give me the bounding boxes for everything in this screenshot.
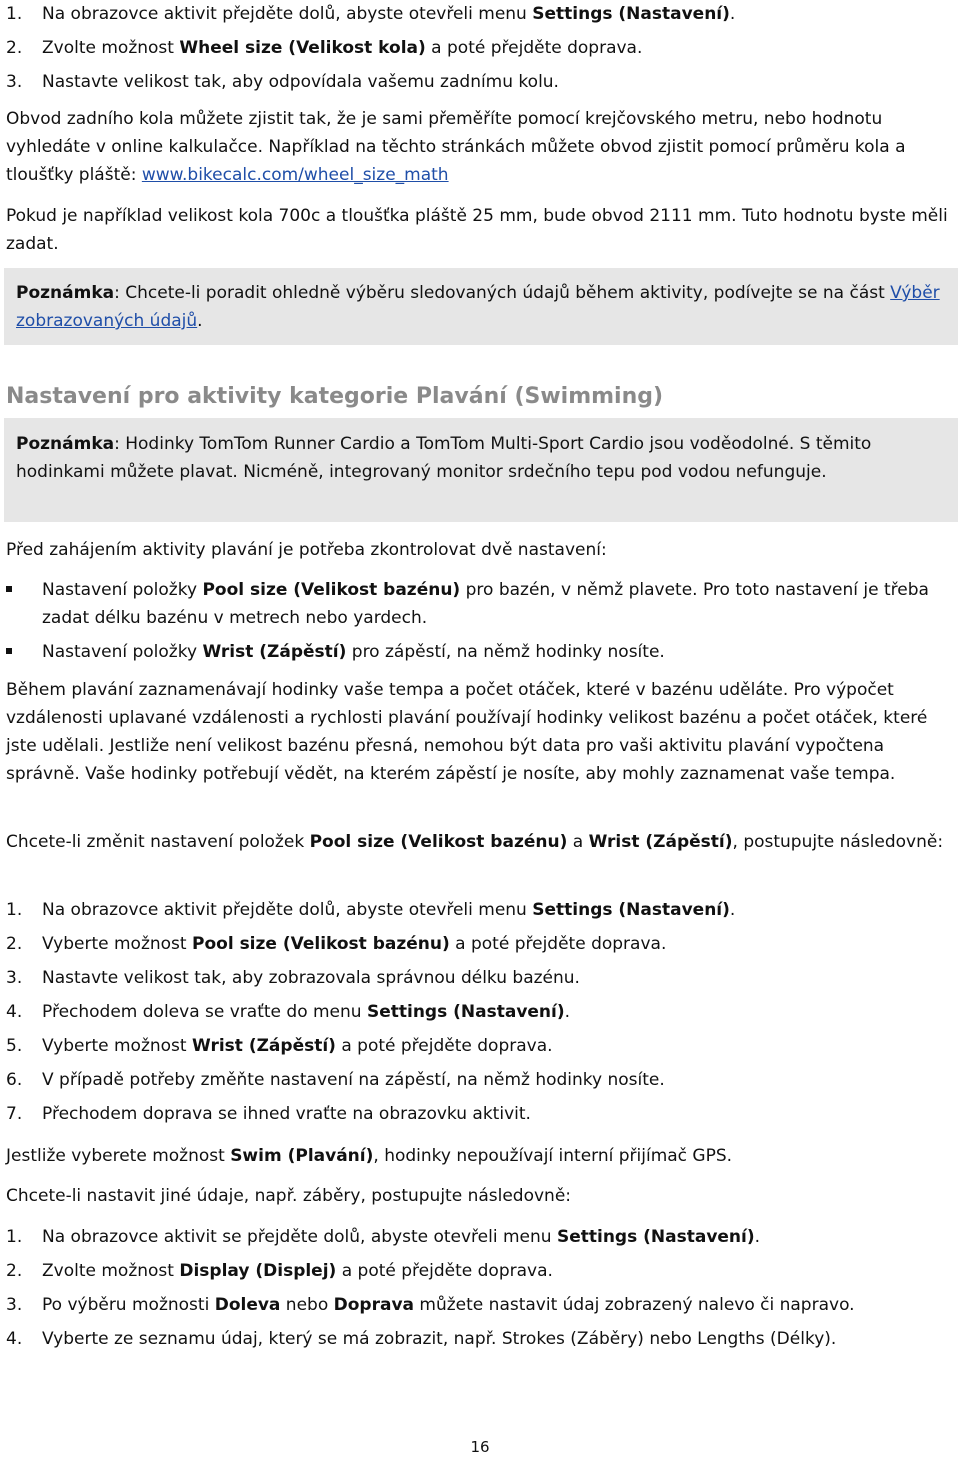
paragraph-text: a — [567, 832, 589, 852]
note-text: . — [197, 311, 203, 331]
list-item — [6, 34, 951, 68]
bullet-text: Nastavení položky — [42, 580, 203, 600]
page-number: 16 — [470, 1438, 490, 1456]
list-text: Na obrazovce aktivit se přejděte dolů, abyste otevřeli menu — [42, 1227, 557, 1247]
list-item — [6, 1325, 951, 1359]
list-number: 3. — [6, 968, 23, 988]
paragraph-text: , hodinky nepoužívají interní přijímač GPS. — [373, 1146, 733, 1166]
list-bold: Settings (Nastavení) — [532, 4, 730, 24]
list-number: 3. — [6, 1295, 23, 1315]
note-box — [4, 418, 958, 522]
list-text: a poté přejděte doprava. — [336, 1261, 553, 1281]
list-text: Vyberte možnost — [42, 1036, 192, 1056]
list-text: a poté přejděte doprava. — [425, 38, 643, 58]
list-item — [6, 998, 951, 1032]
change-settings-paragraph — [6, 828, 951, 856]
note-label: Poznámka — [16, 434, 115, 454]
swim-intro-paragraph: Před zahájením aktivity plavání je potřeba zkontrolovat dvě nastavení: — [6, 540, 607, 560]
list-text: můžete nastavit údaj zobrazený nalevo či napravo. — [414, 1295, 855, 1315]
list-number: 3. — [6, 72, 23, 92]
note-box — [4, 268, 958, 345]
list-number: 5. — [6, 1036, 23, 1056]
list-number: 4. — [6, 1002, 23, 1022]
list-text: Přechodem doprava se ihned vraťte na obrazovku aktivit. — [42, 1104, 531, 1124]
bullet-text: pro bazén, v němž plavete. Pro toto nastavení je třeba zadat délku bazénu v metrech nebo yardech. — [42, 580, 929, 628]
list-item — [6, 896, 951, 930]
list-number: 6. — [6, 1070, 23, 1090]
section-heading: Nastavení pro aktivity kategorie Plavání (Swimming) — [6, 384, 664, 409]
list-item — [6, 1257, 951, 1291]
pool-wrist-steps — [6, 896, 951, 1134]
bikecalc-link[interactable]: www.bikecalc.com/wheel_size_math — [141, 165, 449, 185]
list-item — [6, 68, 951, 102]
paragraph-text: Chcete-li změnit nastavení položek — [6, 832, 310, 852]
paragraph-bold: Wrist (Zápěstí) — [588, 832, 733, 852]
paragraph-text: , postupujte následovně: — [732, 832, 944, 852]
list-item — [6, 964, 951, 998]
bullet-bold: Pool size (Velikost bazénu) — [202, 580, 461, 600]
note-text: : Chcete-li poradit ohledně výběru sledovaných údajů během aktivity, podívejte se na část — [114, 283, 891, 303]
list-bold: Wheel size (Velikost kola) — [179, 38, 426, 58]
list-number: 2. — [6, 934, 23, 954]
list-item — [6, 1291, 951, 1325]
list-bold: Settings (Nastavení) — [532, 900, 730, 920]
list-item — [6, 0, 951, 34]
list-number: 2. — [6, 38, 23, 58]
list-number: 2. — [6, 1261, 23, 1281]
bullet-item — [6, 638, 951, 666]
list-text: . — [564, 1002, 571, 1022]
list-bold: Wrist (Zápěstí) — [192, 1036, 336, 1056]
list-text: Vyberte možnost — [42, 934, 192, 954]
wheel-circumference-paragraph — [6, 105, 951, 189]
list-text: nebo — [280, 1295, 334, 1315]
list-text: Na obrazovce aktivit přejděte dolů, abyste otevřeli menu — [42, 4, 533, 24]
list-number: 1. — [6, 900, 23, 920]
swim-gps-paragraph — [6, 1142, 951, 1170]
list-text: . — [754, 1227, 761, 1247]
example-paragraph: Pokud je například velikost kola 700c a tloušťka pláště 25 mm, bude obvod 2111 mm. Tuto hodnotu byste měli zadat. — [6, 206, 948, 254]
list-text: a poté přejděte doprava. — [335, 1036, 553, 1056]
wheel-size-steps — [6, 0, 951, 102]
list-bold: Doprava — [333, 1295, 415, 1315]
note-text: : Hodinky TomTom Runner Cardio a TomTom Multi-Sport Cardio jsou voděodolné. S těmito hodinkami můžete plavat. Nicméně, integrovaný monitor srdečního tepu pod vodou nefunguje. — [16, 434, 872, 482]
paragraph-bold: Pool size (Velikost bazénu) — [309, 832, 568, 852]
list-text: Zvolte možnost — [42, 1261, 180, 1281]
paragraph-text: Obvod zadního kola můžete zjistit tak, že je sami přeměříte pomocí krejčovského metru, nebo hodnotu vyhledáte v online kalkulačce. Například na těchto stránkách můžete obvod zjistit pomocí průměru kola a tloušťky pláště: — [6, 109, 906, 185]
data-fields-link[interactable]: Výběr zobrazovaných údajů — [16, 283, 940, 331]
list-text: Přechodem doleva se vraťte do menu — [42, 1002, 367, 1022]
list-item — [6, 1100, 951, 1134]
paragraph-bold: Swim (Plavání) — [230, 1146, 374, 1166]
list-bold: Settings (Nastavení) — [366, 1002, 565, 1022]
list-number: 1. — [6, 4, 23, 24]
bullet-bold: Wrist (Zápěstí) — [202, 642, 347, 662]
list-text: Na obrazovce aktivit přejděte dolů, abyste otevřeli menu — [42, 900, 533, 920]
list-text: Nastavte velikost tak, aby zobrazovala správnou délku bazénu. — [42, 968, 580, 988]
list-item — [6, 930, 951, 964]
note-label: Poznámka — [16, 283, 115, 303]
list-text: . — [729, 4, 736, 24]
list-text: Vyberte ze seznamu údaj, který se má zobrazit, např. Strokes (Záběry) nebo Lengths (Délky). — [42, 1329, 837, 1349]
list-item — [6, 1223, 951, 1257]
paragraph-text: Jestliže vyberete možnost — [6, 1146, 231, 1166]
swim-explanation-paragraph: Během plavání zaznamenávají hodinky vaše tempa a počet otáček, které v bazénu uděláte. Pro výpočet vzdálenosti uplavané vzdálenosti a rychlosti plavání používají hodinky velikost bazénu a počet otáček, které jste udělali. Jestliže není velikost bazénu přesná, nemohou být data pro vaši aktivitu plavání vypočtena správně. Vaše hodinky potřebují vědět, na kterém zápěstí je nosíte, aby mohly zaznamenat vaše tempa. — [6, 680, 928, 784]
square-bullet-icon — [6, 586, 12, 592]
list-bold: Settings (Nastavení) — [556, 1227, 755, 1247]
list-text: Nastavte velikost tak, aby odpovídala vašemu zadnímu kolu. — [42, 72, 559, 92]
bullet-text: pro zápěstí, na němž hodinky nosíte. — [346, 642, 665, 662]
list-item — [6, 1032, 951, 1066]
list-item — [6, 1066, 951, 1100]
list-text: V případě potřeby změňte nastavení na zápěstí, na němž hodinky nosíte. — [42, 1070, 665, 1090]
swim-settings-bullets — [6, 576, 951, 666]
display-steps — [6, 1223, 951, 1359]
list-bold: Pool size (Velikost bazénu) — [192, 934, 450, 954]
list-text: Zvolte možnost — [42, 38, 180, 58]
bullet-item — [6, 576, 951, 632]
square-bullet-icon — [6, 648, 12, 654]
list-bold: Display (Displej) — [179, 1261, 337, 1281]
list-bold: Doleva — [214, 1295, 281, 1315]
list-text: Po výběru možnosti — [42, 1295, 215, 1315]
other-data-paragraph: Chcete-li nastavit jiné údaje, např. záběry, postupujte následovně: — [6, 1186, 572, 1206]
list-number: 7. — [6, 1104, 23, 1124]
list-text: a poté přejděte doprava. — [449, 934, 667, 954]
list-number: 4. — [6, 1329, 23, 1349]
list-number: 1. — [6, 1227, 23, 1247]
list-text: . — [729, 900, 736, 920]
bullet-text: Nastavení položky — [42, 642, 203, 662]
